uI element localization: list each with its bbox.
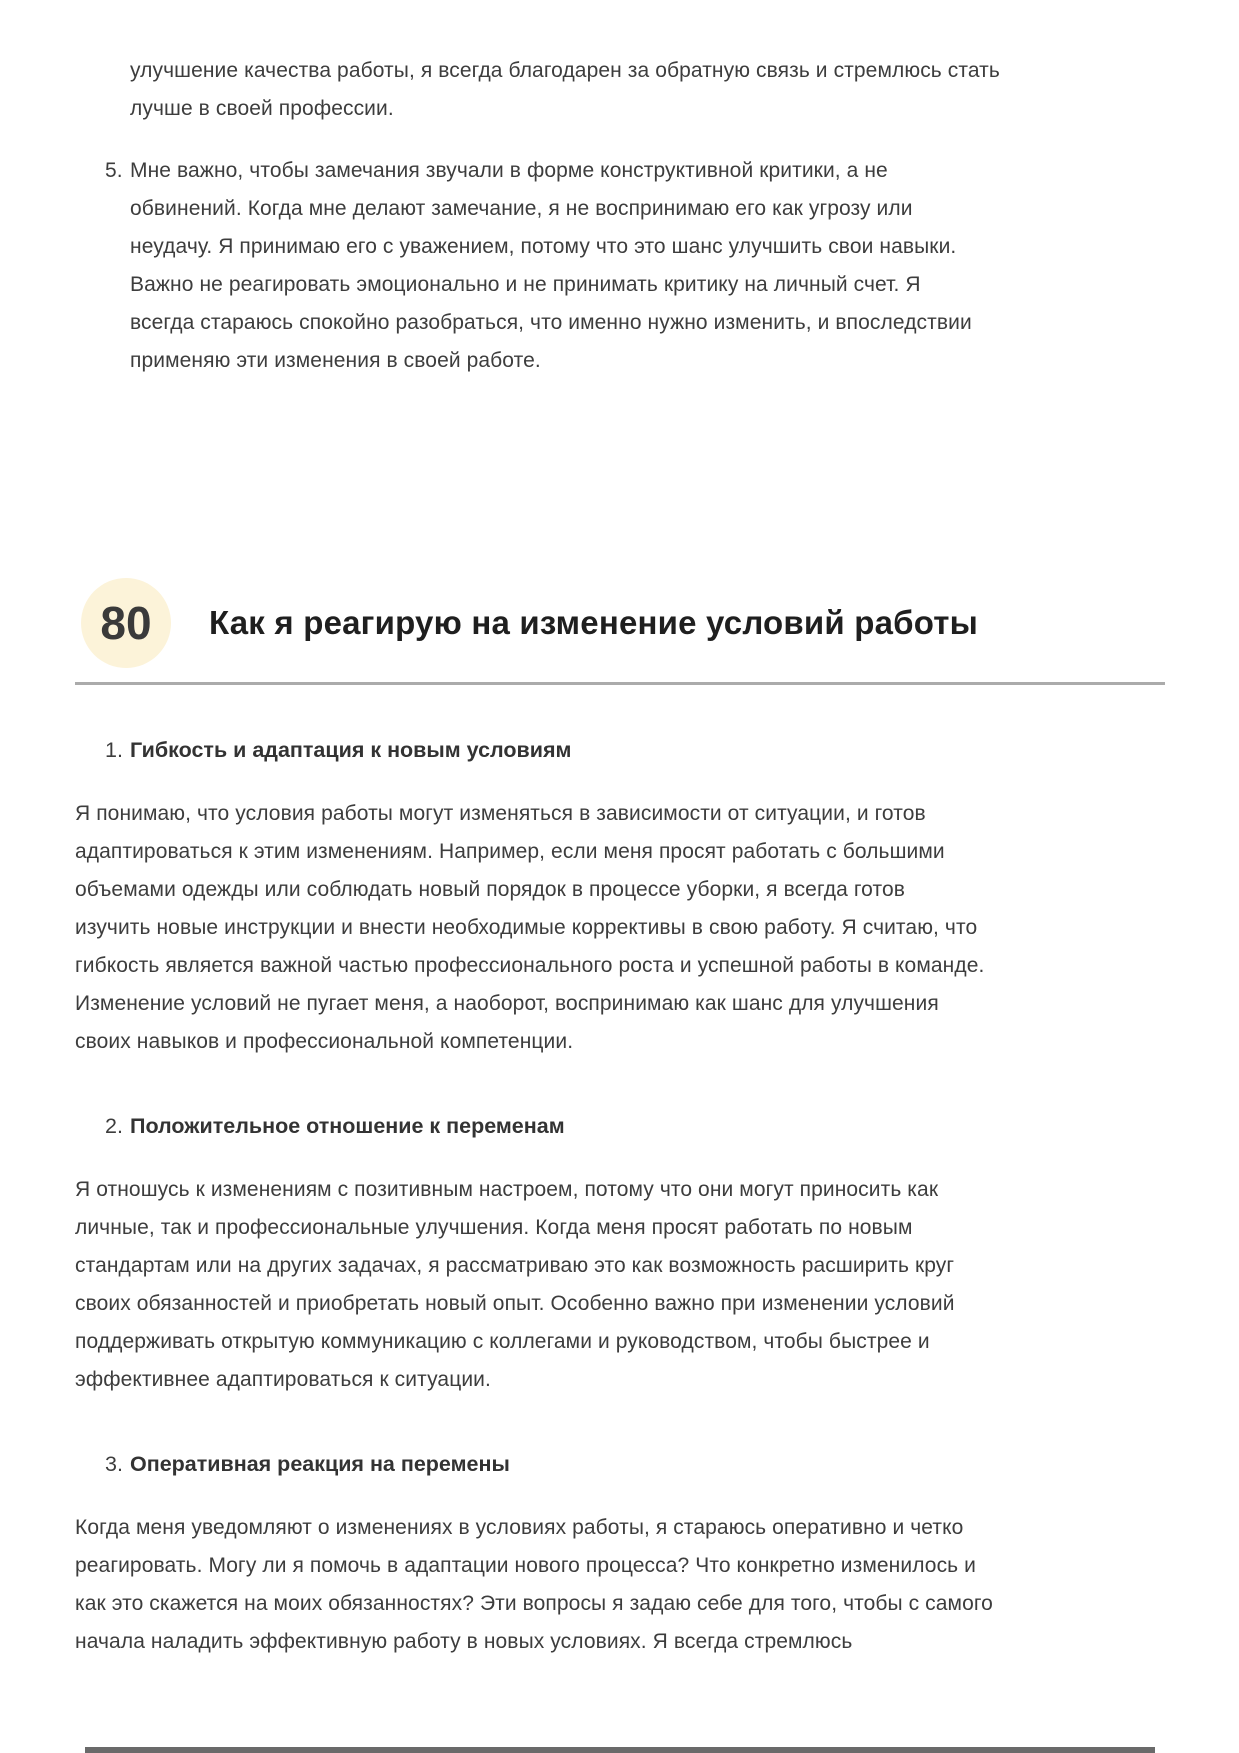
text-line: лучше в своей профессии. — [130, 97, 394, 120]
text-line: обвинений. Когда мне делают замечание, я не воспринимаю его как угрозу или — [130, 197, 913, 220]
chapter-header — [75, 578, 1165, 668]
subsection-title: Положительное отношение к переменам — [130, 1114, 565, 1138]
subsection-number: 3. — [105, 1452, 123, 1476]
text-line: поддерживать открытую коммуникацию с коллегами и руководством, чтобы быстрее и — [75, 1330, 930, 1353]
next-section-divider — [85, 1747, 1155, 1753]
subsection-paragraph-2 — [75, 1171, 1165, 1399]
subsection-heading-1 — [105, 735, 1165, 765]
subsection-paragraph-3 — [75, 1509, 1165, 1661]
subsection-number: 1. — [105, 738, 123, 762]
text-line: своих навыков и профессиональной компетенции. — [75, 1030, 574, 1053]
list-item-text — [130, 152, 972, 380]
text-line: Мне важно, чтобы замечания звучали в форме конструктивной критики, а не — [130, 159, 888, 182]
subsection-heading-2 — [105, 1111, 1165, 1141]
text-line: Я понимаю, что условия работы могут изменяться в зависимости от ситуации, и готов — [75, 802, 926, 825]
text-line: адаптироваться к этим изменениям. Например, если меня просят работать с большими — [75, 840, 945, 863]
subsection-paragraph-1 — [75, 795, 1165, 1061]
text-line: улучшение качества работы, я всегда благодарен за обратную связь и стремлюсь стать — [130, 59, 1000, 82]
text-line: стандартам или на других задачах, я рассматриваю это как возможность расширить круг — [75, 1254, 955, 1277]
subsection-number: 2. — [105, 1114, 123, 1138]
text-line: Я отношусь к изменениям с позитивным настроем, потому что они могут приносить как — [75, 1178, 939, 1201]
text-line: Когда меня уведомляют о изменениях в условиях работы, я стараюсь оперативно и четко — [75, 1516, 964, 1539]
subsection-title: Оперативная реакция на перемены — [130, 1452, 510, 1476]
subsection-title: Гибкость и адаптация к новым условиям — [130, 738, 572, 762]
text-line: начала наладить эффективную работу в новых условиях. Я всегда стремлюсь — [75, 1630, 853, 1653]
text-line: всегда стараюсь спокойно разобраться, что именно нужно изменить, и впоследствии — [130, 311, 972, 334]
subsection-heading-3 — [105, 1449, 1165, 1479]
chapter-number-badge: 80 — [81, 578, 171, 668]
text-line: Изменение условий не пугает меня, а наоборот, воспринимаю как шанс для улучшения — [75, 992, 939, 1015]
text-line: личные, так и профессиональные улучшения. Когда меня просят работать по новым — [75, 1216, 913, 1239]
list-item-number: 5. — [105, 159, 123, 182]
text-line: гибкость является важной частью профессионального роста и успешной работы в команде. — [75, 954, 985, 977]
text-line: Важно не реагировать эмоционально и не принимать критику на личный счет. Я — [130, 273, 921, 296]
text-line: неудачу. Я принимаю его с уважением, потому что это шанс улучшить свои навыки. — [130, 235, 957, 258]
text-line: своих обязанностей и приобретать новый опыт. Особенно важно при изменении условий — [75, 1292, 955, 1315]
text-line: объемами одежды или соблюдать новый порядок в процессе уборки, я всегда готов — [75, 878, 905, 901]
text-line: реагировать. Могу ли я помочь в адаптации нового процесса? Что конкретно изменилось и — [75, 1554, 976, 1577]
title-divider — [75, 682, 1165, 685]
text-line: эффективнее адаптироваться к ситуации. — [75, 1368, 491, 1391]
chapter-title: Как я реагирую на изменение условий работы — [209, 604, 979, 641]
text-line: изучить новые инструкции и внести необходимые коррективы в свою работу. Я считаю, что — [75, 916, 978, 939]
text-line: применяю эти изменения в своей работе. — [130, 349, 541, 372]
list-item-5 — [105, 152, 1165, 380]
text-line: как это скажется на моих обязанностях? Эти вопросы я задаю себе для того, чтобы с самого — [75, 1592, 993, 1615]
continuation-paragraph — [130, 52, 1165, 128]
